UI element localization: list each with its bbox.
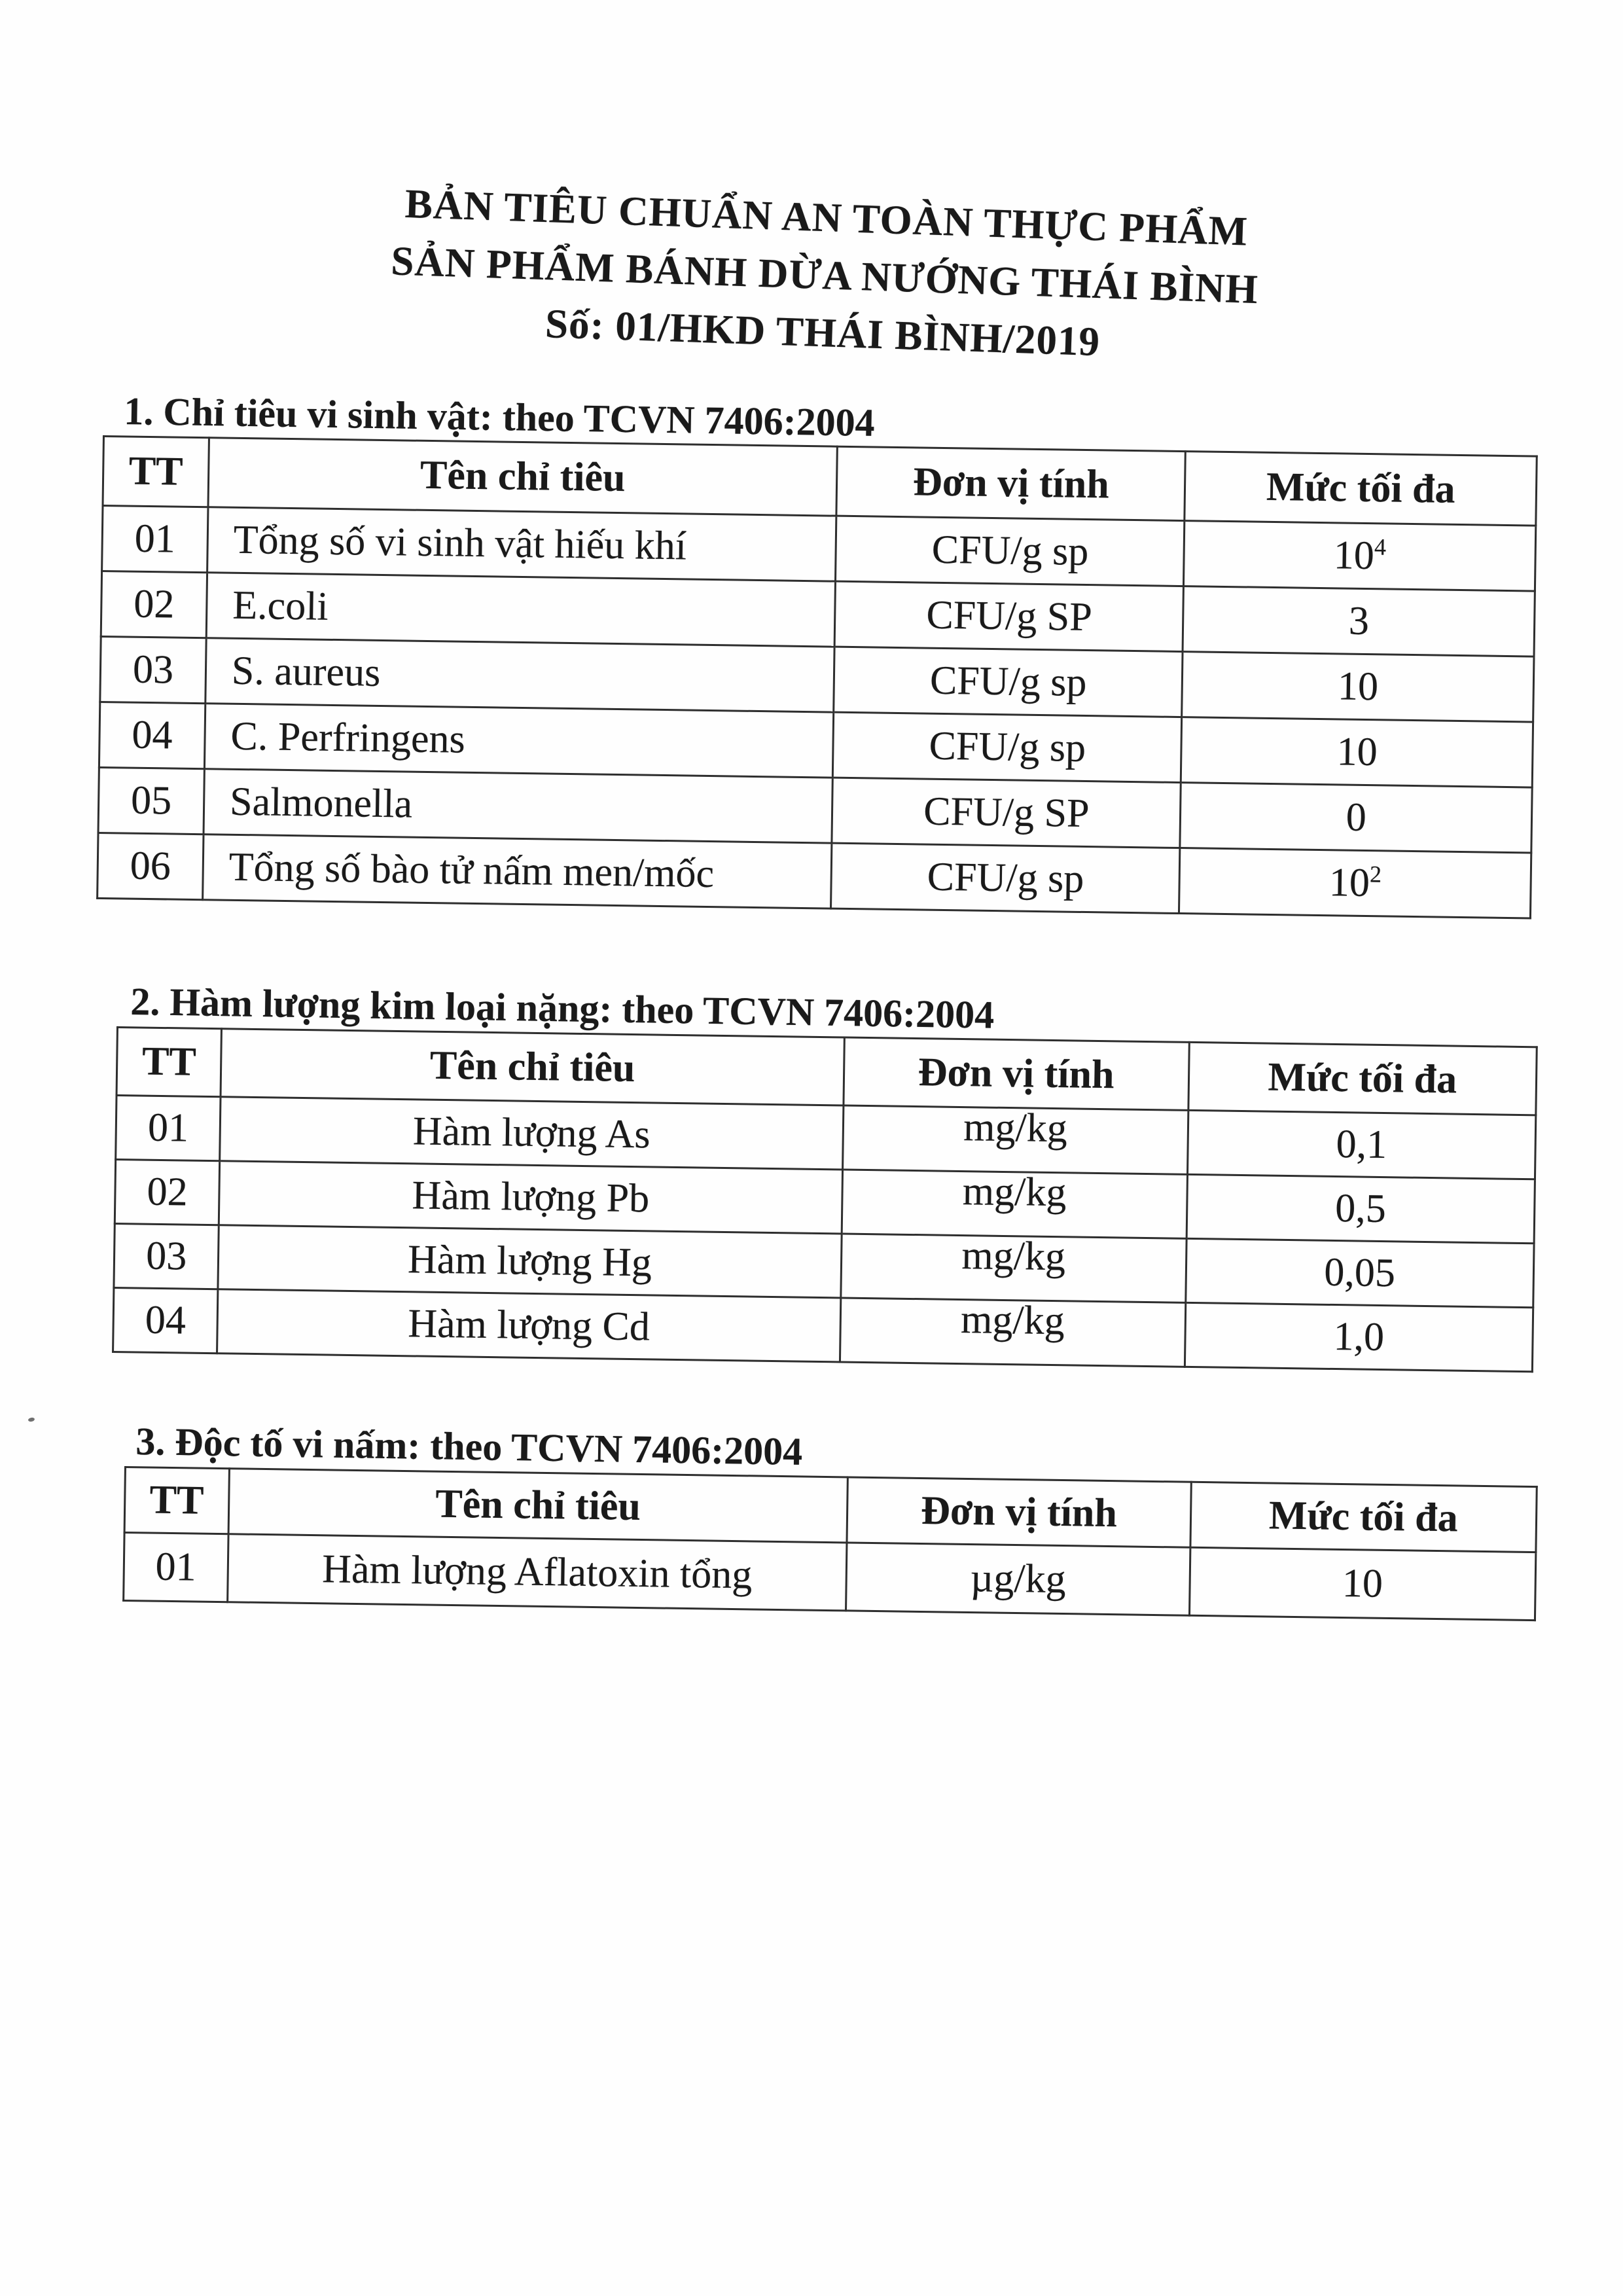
col-header-max: Mức tối đa	[1185, 452, 1537, 526]
col-header-max: Mức tối đa	[1190, 1482, 1537, 1552]
cell-unit	[842, 1170, 1187, 1238]
col-header-unit: Đơn vị tính	[843, 1037, 1188, 1110]
cell-max	[1181, 717, 1533, 787]
cell-name: S. aureus	[205, 638, 835, 712]
cell-max	[1187, 1110, 1536, 1179]
max-value: 0,05	[1323, 1249, 1396, 1296]
table-heavy-metals	[112, 1026, 1538, 1372]
title-line-1: BẢN TIÊU CHUẨN AN TOÀN THỰC PHẨM	[404, 180, 1249, 255]
cell-tt: 02	[115, 1160, 220, 1225]
cell-tt: 06	[98, 833, 204, 899]
col-header-tt: TT	[116, 1028, 222, 1097]
cell-tt: 05	[98, 767, 204, 834]
unit-value: CFU/g sp	[929, 658, 1087, 705]
cell-unit	[834, 647, 1183, 717]
max-value: 10	[1337, 664, 1379, 709]
scan-speck-artifact	[27, 1417, 35, 1422]
max-exponent: 4	[1374, 533, 1387, 560]
unit-value: CFU/g SP	[923, 789, 1090, 836]
cell-max	[1185, 1302, 1533, 1371]
cell-max	[1184, 521, 1536, 591]
cell-unit	[832, 778, 1181, 848]
unit-value: CFU/g sp	[931, 527, 1089, 574]
cell-unit	[842, 1105, 1188, 1174]
cell-tt: 01	[124, 1533, 228, 1602]
col-header-tt: TT	[124, 1467, 229, 1534]
cell-unit	[834, 581, 1184, 651]
col-header-unit: Đơn vị tính	[836, 446, 1186, 520]
cell-tt: 04	[113, 1287, 219, 1353]
max-value: 10	[1336, 729, 1378, 775]
max-value: 1,0	[1333, 1314, 1385, 1359]
max-value: 0	[1346, 795, 1367, 840]
cell-max	[1183, 586, 1535, 656]
cell-name: Tổng số vi sinh vật hiếu khí	[207, 507, 837, 581]
section-heading-mycotoxins: 3. Độc tố vi nấm: theo TCVN 7406:2004	[135, 1419, 803, 1473]
cell-tt: 01	[116, 1096, 221, 1161]
col-header-name: Tên chỉ tiêu	[228, 1469, 848, 1543]
max-exponent: 2	[1369, 861, 1382, 888]
cell-name: Hàm lượng Pb	[219, 1161, 842, 1234]
cell-max	[1179, 848, 1531, 918]
cell-unit	[831, 843, 1181, 913]
unit-value: CFU/g SP	[926, 592, 1093, 639]
unit-value: mg/kg	[960, 1297, 1065, 1344]
max-value: 0,5	[1334, 1185, 1387, 1231]
unit-value: µg/kg	[970, 1555, 1067, 1602]
cell-unit	[840, 1234, 1186, 1302]
cell-unit	[840, 1298, 1185, 1367]
max-value: 10	[1333, 533, 1375, 578]
cell-name: C. Perfringens	[204, 704, 834, 778]
cell-unit	[833, 712, 1183, 782]
cell-tt: 02	[101, 571, 207, 638]
cell-tt: 03	[114, 1223, 219, 1289]
table-microbiology	[96, 435, 1538, 920]
cell-name: Hàm lượng Hg	[218, 1225, 841, 1298]
col-header-tt: TT	[103, 437, 209, 507]
cell-name: Hàm lượng As	[220, 1097, 843, 1170]
cell-name: Hàm lượng Cd	[217, 1289, 840, 1362]
title-line-2: SẢN PHẨM BÁNH DỪA NƯỚNG THÁI BÌNH	[390, 238, 1259, 313]
title-line-3: Số: 01/HKD THÁI BÌNH/2019	[544, 300, 1101, 365]
cell-unit	[846, 1543, 1190, 1615]
unit-value: mg/kg	[961, 1232, 1066, 1280]
document-title	[105, 165, 1544, 385]
cell-tt: 03	[100, 636, 206, 703]
unit-value: CFU/g sp	[927, 854, 1084, 901]
col-header-unit: Đơn vị tính	[847, 1477, 1190, 1547]
cell-name: E.coli	[206, 573, 836, 647]
col-header-name: Tên chỉ tiêu	[221, 1029, 844, 1105]
cell-max	[1180, 783, 1532, 853]
section-heading-microbiology: 1. Chỉ tiêu vi sinh vật: theo TCVN 7406:2004	[123, 389, 876, 445]
cell-tt: 04	[99, 702, 205, 768]
cell-max	[1186, 1174, 1535, 1243]
max-value: 3	[1348, 598, 1370, 643]
cell-max	[1189, 1547, 1536, 1620]
max-value: 10	[1342, 1560, 1383, 1606]
cell-name: Salmonella	[204, 769, 833, 843]
section-heading-heavy-metals: 2. Hàm lượng kim loại nặng: theo TCVN 7406:2004	[130, 979, 995, 1037]
cell-max	[1182, 652, 1534, 722]
col-header-max: Mức tối đa	[1188, 1042, 1537, 1115]
cell-name: Hàm lượng Aflatoxin tổng	[227, 1534, 847, 1611]
unit-value: mg/kg	[963, 1104, 1068, 1151]
unit-value: CFU/g sp	[929, 723, 1086, 770]
col-header-name: Tên chỉ tiêu	[208, 438, 838, 516]
table-mycotoxins	[122, 1466, 1538, 1621]
cell-tt: 01	[102, 506, 208, 573]
cell-max	[1185, 1238, 1534, 1307]
max-value: 10	[1329, 860, 1370, 905]
max-value: 0,1	[1336, 1121, 1387, 1167]
cell-unit	[836, 516, 1185, 586]
unit-value: mg/kg	[962, 1168, 1067, 1215]
cell-name: Tổng số bào tử nấm men/mốc	[203, 834, 832, 908]
